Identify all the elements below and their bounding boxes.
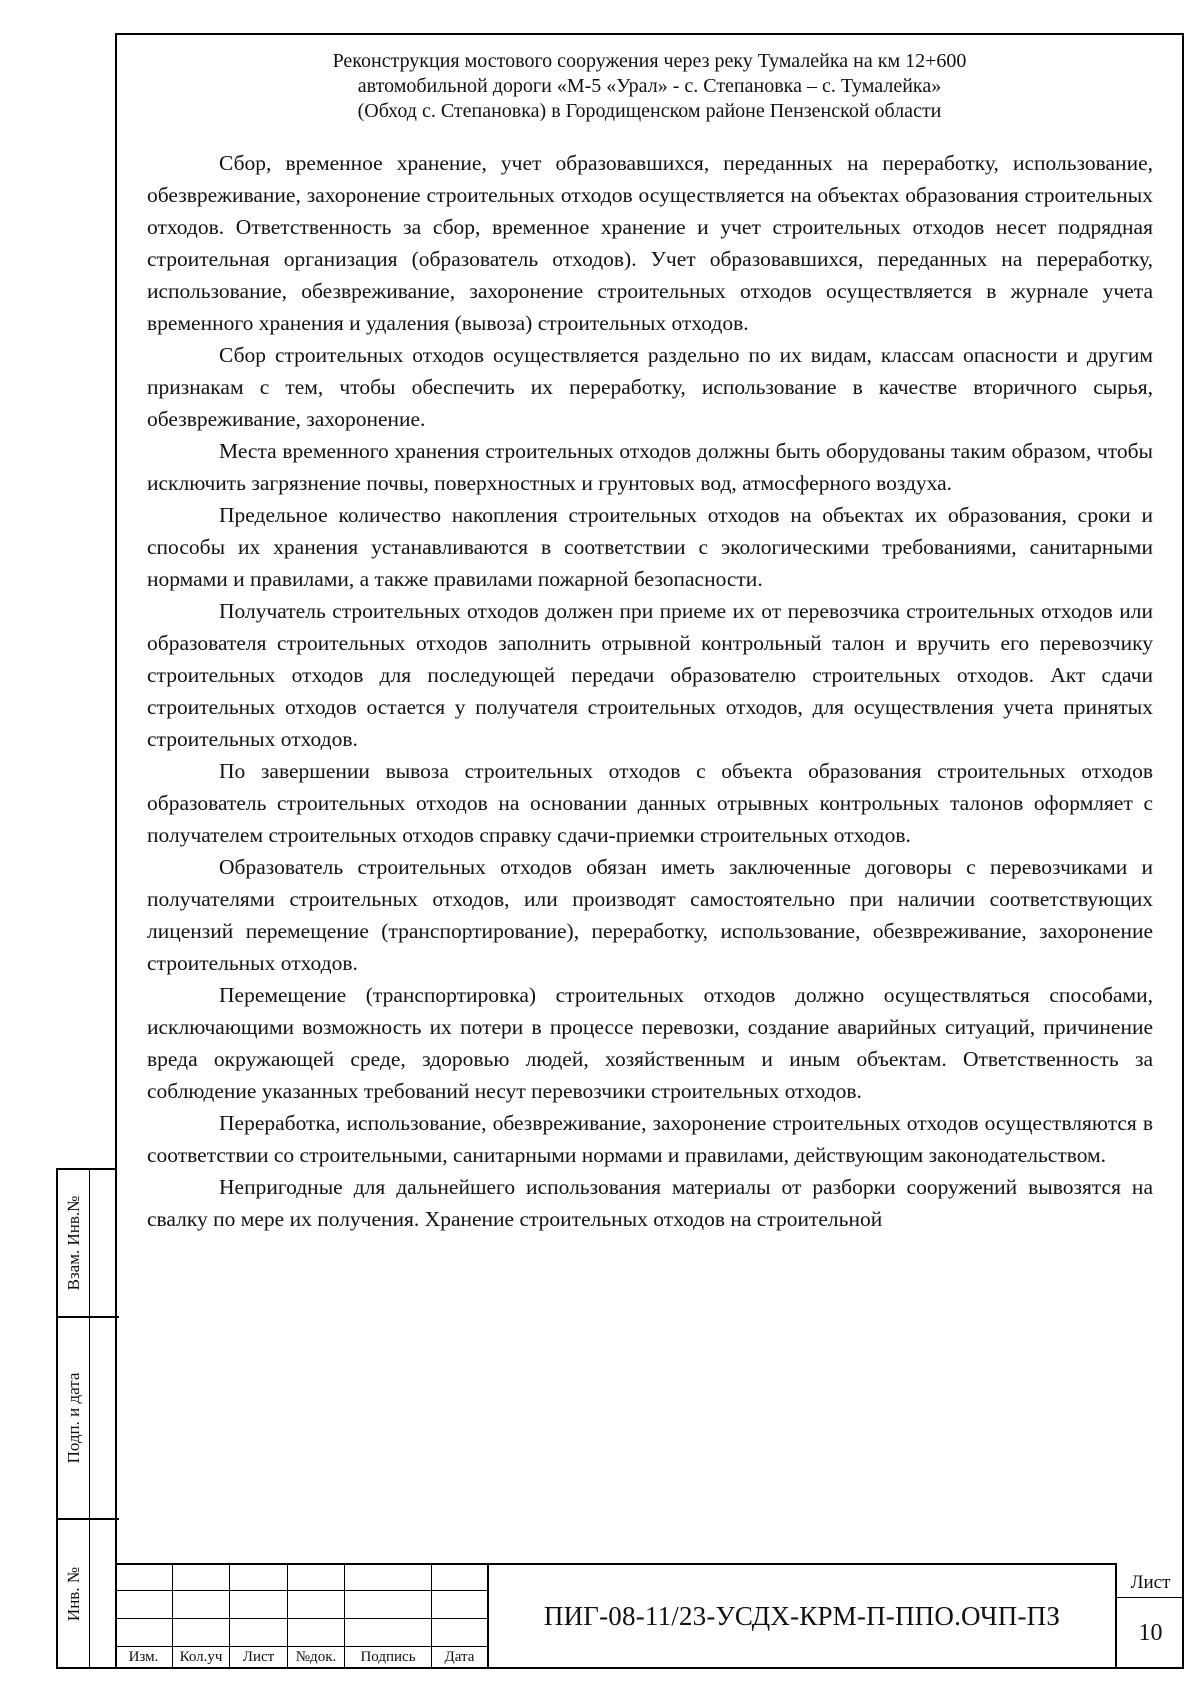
- column-label-podpis: Подпись: [360, 1649, 416, 1665]
- margin-label-inv-no: Инв. №: [64, 1566, 83, 1621]
- document-header: [117, 49, 1182, 124]
- paragraph: Получатель строительных отходов должен при приеме их от перевозчика строительных отходов или образователя строительных отходов заполнить отрывной контрольный талон и вручить его перевозчику строительных отходов для последующей передачи образователю строительных отходов. Акт сдачи строительных отходов остается у получателя строительных отходов, для осуществления учета принятых строительных отходов.: [147, 599, 1153, 751]
- paragraph: Перемещение (транспортировка) строительных отходов должно осуществляться способами, исключающими возможность их потери в процессе перевозки, создание аварийных ситуаций, причинение вреда окружающей среде, здоровью людей, хозяйственным и иным объектам. Ответственность за соблюдение указанных требований несут перевозчики строительных отходов.: [147, 983, 1153, 1103]
- margin-stamp-table: [56, 1168, 117, 1669]
- sheet-number: 10: [1138, 1619, 1163, 1646]
- paragraph: Предельное количество накопления строительных отходов на объектах их образования, сроки и способы их хранения устанавливаются в соответствии с экологическими требованиями, санитарными нормами и правилами, а также правилами пожарной безопасности.: [147, 503, 1153, 591]
- document-code: ПИГ-08-11/23-УСДХ-КРМ-П-ППО.ОЧП-ПЗ: [487, 1563, 1115, 1669]
- paragraph: Сбор строительных отходов осуществляется раздельно по их видам, классам опасности и другим признакам с тем, чтобы обеспечить их переработку, использование в качестве вторичного сырья, обезвреживание, захоронение.: [147, 343, 1153, 431]
- page-frame: [115, 33, 1184, 1669]
- paragraph: Непригодные для дальнейшего использования материалы от разборки сооружений вывозятся на свалку по мере их получения. Хранение строительных отходов на строительной: [147, 1175, 1153, 1231]
- column-label-kol-uch: Кол.уч: [179, 1649, 223, 1665]
- margin-cell-vzam-inv: [58, 1170, 90, 1316]
- sheet-label: Лист: [1117, 1569, 1184, 1598]
- title-block: [115, 1563, 1184, 1669]
- header-line-3: (Обход с. Степановка) в Городищенском районе Пензенской области: [357, 100, 942, 122]
- column-label-data: Дата: [444, 1649, 475, 1665]
- paragraph: Образователь строительных отходов обязан иметь заключенные договоры с перевозчиками и получателями строительных отходов, или производят самостоятельно при наличии соответствующих лицензий перемещение (транспортирование), переработку, использование, обезвреживание, захоронение строительных отходов.: [147, 855, 1153, 975]
- column-label-izm: Изм.: [128, 1649, 159, 1665]
- margin-cell-podp-data: [58, 1318, 90, 1518]
- sheet-box: [1115, 1563, 1184, 1669]
- body-text: [147, 147, 1153, 1235]
- paragraph: Места временного хранения строительных отходов должны быть оборудованы таким образом, чтобы исключить загрязнение почвы, поверхностных и грунтовых вод, атмосферного воздуха.: [147, 439, 1153, 495]
- header-line-1: Реконструкция мостового сооружения через реку Тумалейка на км 12+600: [332, 50, 967, 72]
- column-label-ndok: №док.: [295, 1649, 337, 1665]
- paragraph: Переработка, использование, обезвреживание, захоронение строительных отходов осуществляются в соответствии со строительными, санитарными нормами и правилами, действующим законодательством.: [147, 1111, 1153, 1167]
- column-label-list: Лист: [242, 1649, 275, 1665]
- revision-grid: [115, 1563, 487, 1669]
- margin-label-vzam-inv: Взам. Инв.№: [64, 1195, 83, 1291]
- margin-cell-inv-no: [58, 1520, 90, 1667]
- header-line-2: автомобильной дороги «М-5 «Урал» - с. Степановка – с. Тумалейка»: [357, 75, 942, 97]
- paragraph: Сбор, временное хранение, учет образовавшихся, переданных на переработку, использование, обезвреживание, захоронение строительных отходов осуществляется на объектах образования строительных отходов. Ответственность за сбор, временное хранение и учет строительных отходов несет подрядная строительная организация (образователь отходов). Учет образовавшихся, переданных на переработку, использование, обезвреживание, захоронение строительных отходов осуществляется в журнале учета временного хранения и удаления (вывоза) строительных отходов.: [147, 151, 1153, 335]
- margin-label-podp-data: Подп. и дата: [64, 1372, 83, 1464]
- paragraph: По завершении вывоза строительных отходов с объекта образования строительных отходов образователь строительных отходов на основании данных отрывных контрольных талонов оформляет с получателем строительных отходов справку сдачи-приемки строительных отходов.: [147, 759, 1153, 847]
